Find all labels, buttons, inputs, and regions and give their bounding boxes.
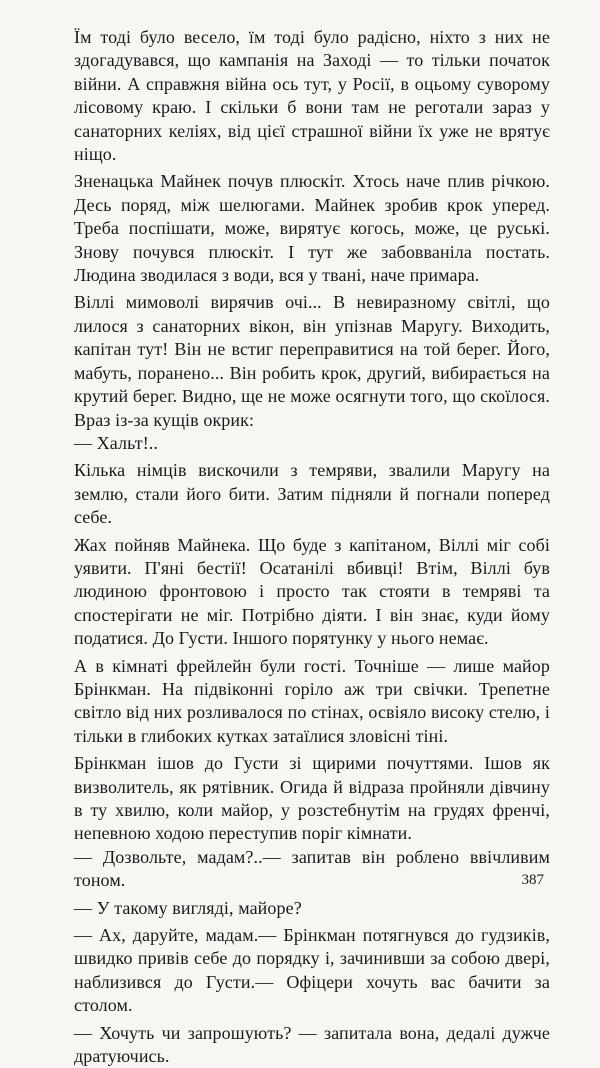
dialogue-line: — У такому вигляді, майоре? — [74, 897, 302, 918]
paragraph: Їм тоді було весело, їм тоді було радісно, ніхто з них не здогадувався, що кампанія на Заході — то тільки початок війни. А справжня війна ось тут, у Росії, в оцьому суворому лісовому краю. І скільки б вони там не реготали зараз у санаторних келіях, від цієї страшної війни їх уже не врятує ніщо. — [74, 27, 550, 165]
page-number: 387 — [521, 872, 544, 888]
dialogue-line: — Ах, даруйте, мадам.— Брінкман потягнувся до гудзиків, швидко привів себе до порядку і, зачинивши за собою двері, наблизився до Густи.— Офіцери хочуть вас бачити за столом. — [74, 925, 550, 1016]
dialogue-line: — Хальт!.. — [74, 432, 159, 453]
paragraph: Жах пойняв Майнека. Що буде з капітаном, Віллі міг собі уявити. П'яні бестії! Осатанілі вбивці! Втім, Віллі був людиною фронтовою і просто так стояти в темряві та спостерігати не міг. Потрібно діяти. І він знає, куди йому податися. До Густи. Іншого порятунку у нього немає. — [74, 534, 550, 649]
paragraph: Брінкман ішов до Густи зі щирими почуттями. Ішов як визволитель, як рятівник. Огида й відраза пройняли дівчину в ту хвилю, коли майор, у розстебнутім на грудях френчі, непевною ходою переступив поріг кімнати. — [74, 753, 550, 844]
paragraph: Зненацька Майнек почув плюскіт. Хтось наче плив річкою. Десь поряд, між шелюгами. Майнек зробив крок уперед. Треба поспішати, може, вирятує когось, може, це руські. Знову почувся плюскіт. І тут же забовваніла постать. Людина зводилася з води, вся у твані, наче примара. — [74, 171, 550, 286]
paragraph: Віллі мимоволі вирячив очі... В невиразному світлі, що лилося з санаторних вікон, він упізнав Маругу. Виходить, капітан тут! Він не встиг переправитися на той берег. Його, мабуть, поранено... Він робить крок, другий, вибирається на крутий берег. Видно, ще не може осягнути того, що скоїлося. Враз із-за кущів окрик: — [74, 292, 550, 430]
dialogue-line: — Хочуть чи запрошують? — запитала вона, дедалі дужче дратуючись. — [74, 1022, 550, 1067]
paragraph: А в кімнаті фрейлейн були гості. Точніше — лише майор Брінкман. На підвіконні горіло аж три свічки. Трепетне світло від них розливалося по стінах, освіяло високу стелю, і тільки в глибоких кутках затаїлися зловісні тіні. — [74, 655, 550, 746]
paragraph: Кілька німців вискочили з темряви, звалили Маругу на землю, стали його бити. Затим підняли й погнали поперед себе. — [74, 460, 550, 528]
dialogue-line: — Дозвольте, мадам?..— запитав він роблено ввічливим тоном. — [74, 846, 550, 891]
